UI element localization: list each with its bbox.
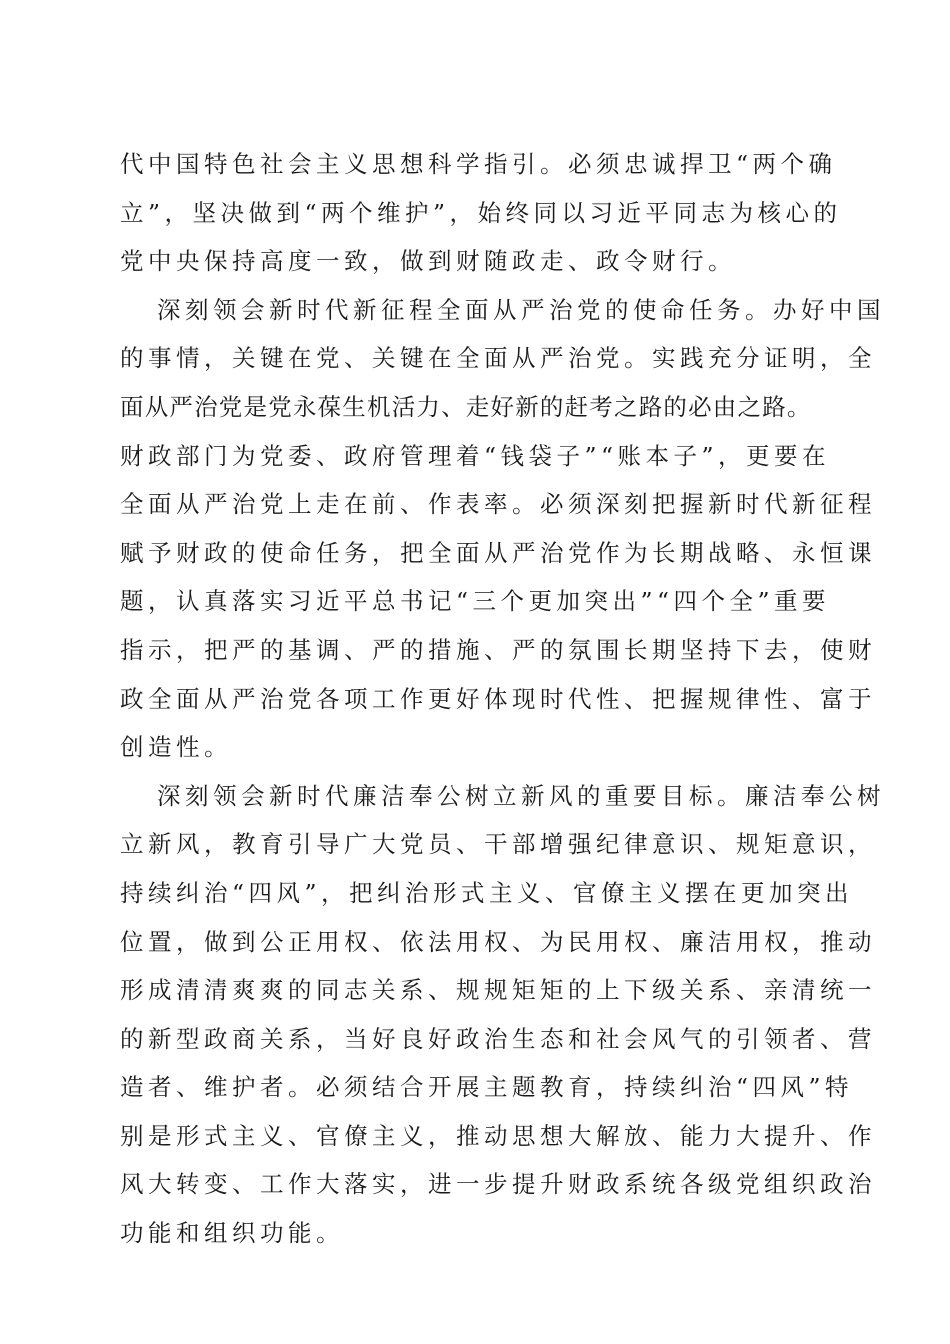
document-body — [120, 140, 885, 1258]
text-line-20: 造者、维护者。必须结合开展主题教育，持续纠治“四风”特 — [120, 1073, 854, 1102]
text-line-10: 题，认真落实习近平总书记“三个更加突出”“四个全”重要 — [120, 587, 831, 616]
text-line-6: 面从严治党是党永葆生机活力、走好新的赶考之路的必由之路。 — [120, 392, 812, 421]
text-line-15: 立新风，教育引导广大党员、干部增强纪律意识、规矩意识， — [120, 830, 876, 859]
text-line-9: 赋予财政的使命任务，把全面从严治党作为长期战略、永恒课 — [120, 538, 876, 567]
paragraph-start-line-4: 深刻领会新时代新征程全面从严治党的使命任务。办好中国 — [157, 295, 885, 324]
text-line-19: 的新型政商关系，当好良好政治生态和社会风气的引领者、营 — [120, 1024, 876, 1053]
text-line-11: 指示，把严的基调、严的措施、严的氛围长期坚持下去，使财 — [120, 635, 876, 664]
text-line-1: 代中国特色社会主义思想科学指引。必须忠诚捍卫“两个确 — [120, 150, 837, 178]
text-line-3: 党中央保持高度一致，做到财随政走、政令财行。 — [120, 247, 736, 276]
text-line-23: 功能和组织功能。 — [120, 1219, 344, 1248]
text-line-13: 创造性。 — [120, 733, 232, 762]
text-line-16: 持续纠治“四风”，把纠治形式主义、官僚主义摆在更加突出 — [120, 878, 854, 907]
text-line-12: 政全面从严治党各项工作更好体现时代性、把握规律性、富于 — [120, 684, 876, 713]
text-line-7: 财政部门为党委、政府管理着“钱袋子”“账本子”，更要在 — [120, 441, 831, 470]
text-line-21: 别是形式主义、官僚主义，推动思想大解放、能力大提升、作 — [120, 1121, 876, 1150]
text-line-18: 形成清清爽爽的同志关系、规规矩矩的上下级关系、亲清统一 — [120, 976, 876, 1005]
text-line-22: 风大转变、工作大落实，进一步提升财政系统各级党组织政治 — [120, 1170, 876, 1199]
text-line-5: 的事情，关键在党、关键在全面从严治党。实践充分证明，全 — [120, 344, 876, 373]
paragraph-start-line-14: 深刻领会新时代廉洁奉公树立新风的重要目标。廉洁奉公树 — [157, 781, 885, 810]
text-line-17: 位置，做到公正用权、依法用权、为民用权、廉洁用权，推动 — [120, 927, 876, 956]
text-line-8: 全面从严治党上走在前、作表率。必须深刻把握新时代新征程 — [120, 490, 876, 519]
text-line-2: 立”，坚决做到“两个维护”，始终同以习近平同志为核心的 — [120, 198, 842, 227]
